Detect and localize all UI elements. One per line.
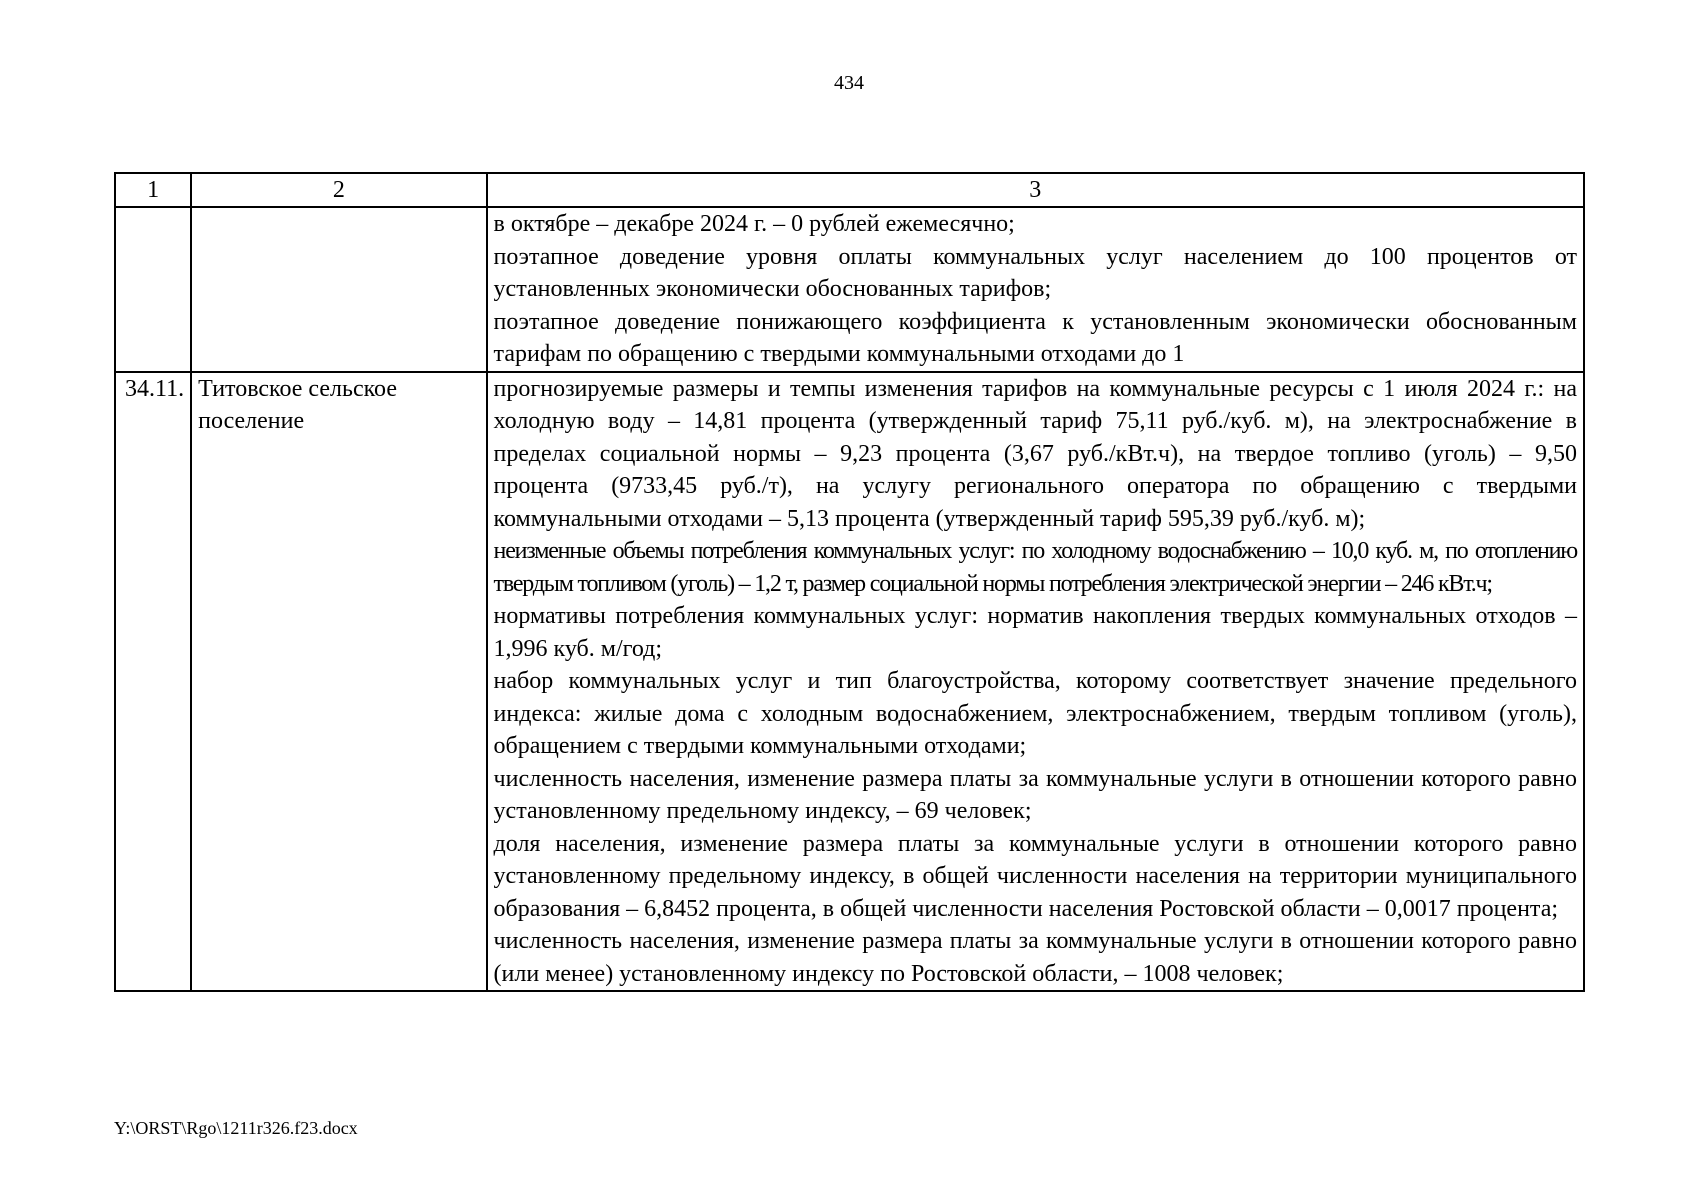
paragraph: прогнозируемые размеры и темпы изменения тарифов на коммунальные ресурсы с 1 июля 2024 г.: на холодную воду – 14,81 процента (утвержденный тариф 75,11 руб./куб. м), на электроснабжение в пределах социальной нормы – 9,23 процента (3,67 руб./кВт.ч), на твердое топливо (уголь) – 9,50 процента (9733,45 руб./т), на услугу регионального оператора по обращению с твердыми коммунальными отходами – 5,13 процента (утвержденный тариф 595,39 руб./куб. м);: [493, 375, 1577, 532]
tariff-table: [114, 172, 1585, 992]
header-cell-2: 2: [191, 173, 486, 207]
paragraph: набор коммунальных услуг и тип благоустройства, которому соответствует значение предельного индекса: жилые дома с холодным водоснабжением, электроснабжением, твердым топливом (уголь), обращением с твердыми коммунальными отходами;: [493, 668, 1577, 759]
header-cell-3: 3: [487, 173, 1584, 207]
paragraph: неизменные объемы потребления коммунальных услуг: по холодному водоснабжению – 10,0 куб. м, по отоплению твердым топливом (уголь) – 1,2 т, размер социальной нормы потребления электрической энергии – 246 кВт.ч;: [493, 538, 1577, 597]
paragraph: численность населения, изменение размера платы за коммунальные услуги в отношении которого равно (или менее) установленному индексу по Ростовской области, – 1008 человек;: [493, 928, 1577, 987]
table-header-row: [115, 173, 1584, 207]
paragraph: численность населения, изменение размера платы за коммунальные услуги в отношении которого равно установленному предельному индексу, – 69 человек;: [493, 765, 1577, 824]
paragraph: нормативы потребления коммунальных услуг: норматив накопления твердых коммунальных отходов – 1,996 куб. м/год;: [493, 603, 1577, 662]
header-cell-1: 1: [115, 173, 191, 207]
paragraph: поэтапное доведение понижающего коэффициента к установленным экономически обоснованным тарифам по обращению с твердыми коммунальными отходами до 1: [493, 308, 1577, 367]
paragraph: поэтапное доведение уровня оплаты коммунальных услуг населением до 100 процентов от установленных экономически обоснованных тарифов;: [493, 243, 1577, 302]
row-description: [487, 372, 1584, 992]
file-path-footer: Y:\ORST\Rgo\1211r326.f23.docx: [114, 1118, 358, 1138]
table-row: [115, 372, 1584, 992]
row-number: 34.11.: [115, 372, 191, 992]
settlement-name: [191, 207, 486, 372]
settlement-name: Титовское сельское поселение: [191, 372, 486, 992]
row-number: [115, 207, 191, 372]
page-number: 434: [834, 72, 864, 94]
paragraph: в октябре – декабре 2024 г. – 0 рублей ежемесячно;: [493, 211, 1015, 237]
table-row: [115, 207, 1584, 372]
row-description: [487, 207, 1584, 372]
paragraph: доля населения, изменение размера платы за коммунальные услуги в отношении которого равно установленному предельному индексу, в общей численности населения на территории муниципального образования – 6,8452 процента, в общей численности населения Ростовской области – 0,0017 процента;: [493, 830, 1577, 922]
